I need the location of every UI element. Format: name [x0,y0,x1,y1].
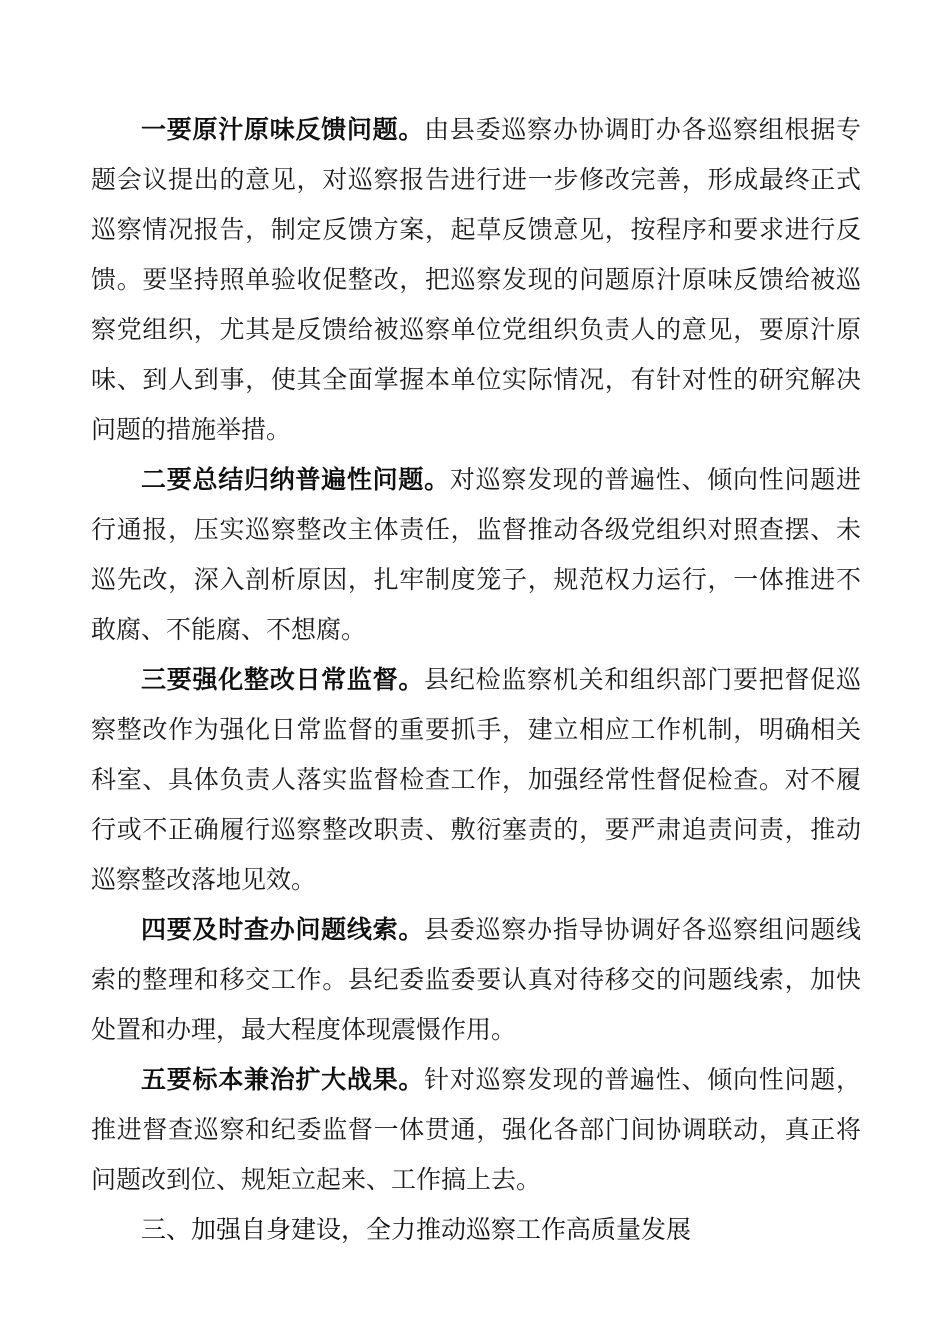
paragraph-body: 由县委巡察办协调盯办各巡察组根据专题会议提出的意见，对巡察报告进行进一步修改完善，形成最终正式巡察情况报告，制定反馈方案，起草反馈意见，按程序和要求进行反馈。要坚持照单验收促整改，把巡察发现的问题原汁原味反馈给被巡察党组织，尤其是反馈给被巡察单位党组织负责人的意见，要原汁原味、到人到事，使其全面掌握本单位实际情况，有针对性的研究解决问题的措施举措。 [91,115,861,444]
section-heading: 三、加强自身建设，全力推动巡察工作高质量发展 [141,1215,692,1244]
paragraph-body: 县委巡察办指导协调好各巡察组问题线索的整理和移交工作。县纪委监委要认真对待移交的问题线索，加快处置和办理，最大程度体现震慑作用。 [91,915,861,1044]
paragraph-3 [91,655,861,905]
document-page [91,105,861,1255]
paragraph-lead: 五要标本兼治扩大战果。 [141,1065,425,1094]
paragraph-5 [91,1055,861,1205]
paragraph-2 [91,455,861,655]
paragraph-1 [91,105,861,455]
paragraph-lead: 三要强化整改日常监督。 [141,665,425,694]
paragraph-lead: 一要原汁原味反馈问题。 [141,115,425,144]
paragraph-lead: 二要总结归纳普遍性问题。 [141,465,450,494]
paragraph-4 [91,905,861,1055]
paragraph-lead: 四要及时查办问题线索。 [141,915,425,944]
paragraph-body: 对巡察发现的普遍性、倾向性问题进行通报，压实巡察整改主体责任，监督推动各级党组织对照查摆、未巡先改，深入剖析原因，扎牢制度笼子，规范权力运行，一体推进不敢腐、不能腐、不想腐。 [91,465,861,644]
paragraph-body: 针对巡察发现的普遍性、倾向性问题，推进督查巡察和纪委监督一体贯通，强化各部门间协调联动，真正将问题改到位、规矩立起来、工作搞上去。 [91,1065,861,1194]
paragraph-body: 县纪检监察机关和组织部门要把督促巡察整改作为强化日常监督的重要抓手，建立相应工作机制，明确相关科室、具体负责人落实监督检查工作，加强经常性督促检查。对不履行或不正确履行巡察整改职责、敷衍塞责的，要严肃追责问责，推动巡察整改落地见效。 [91,665,861,894]
